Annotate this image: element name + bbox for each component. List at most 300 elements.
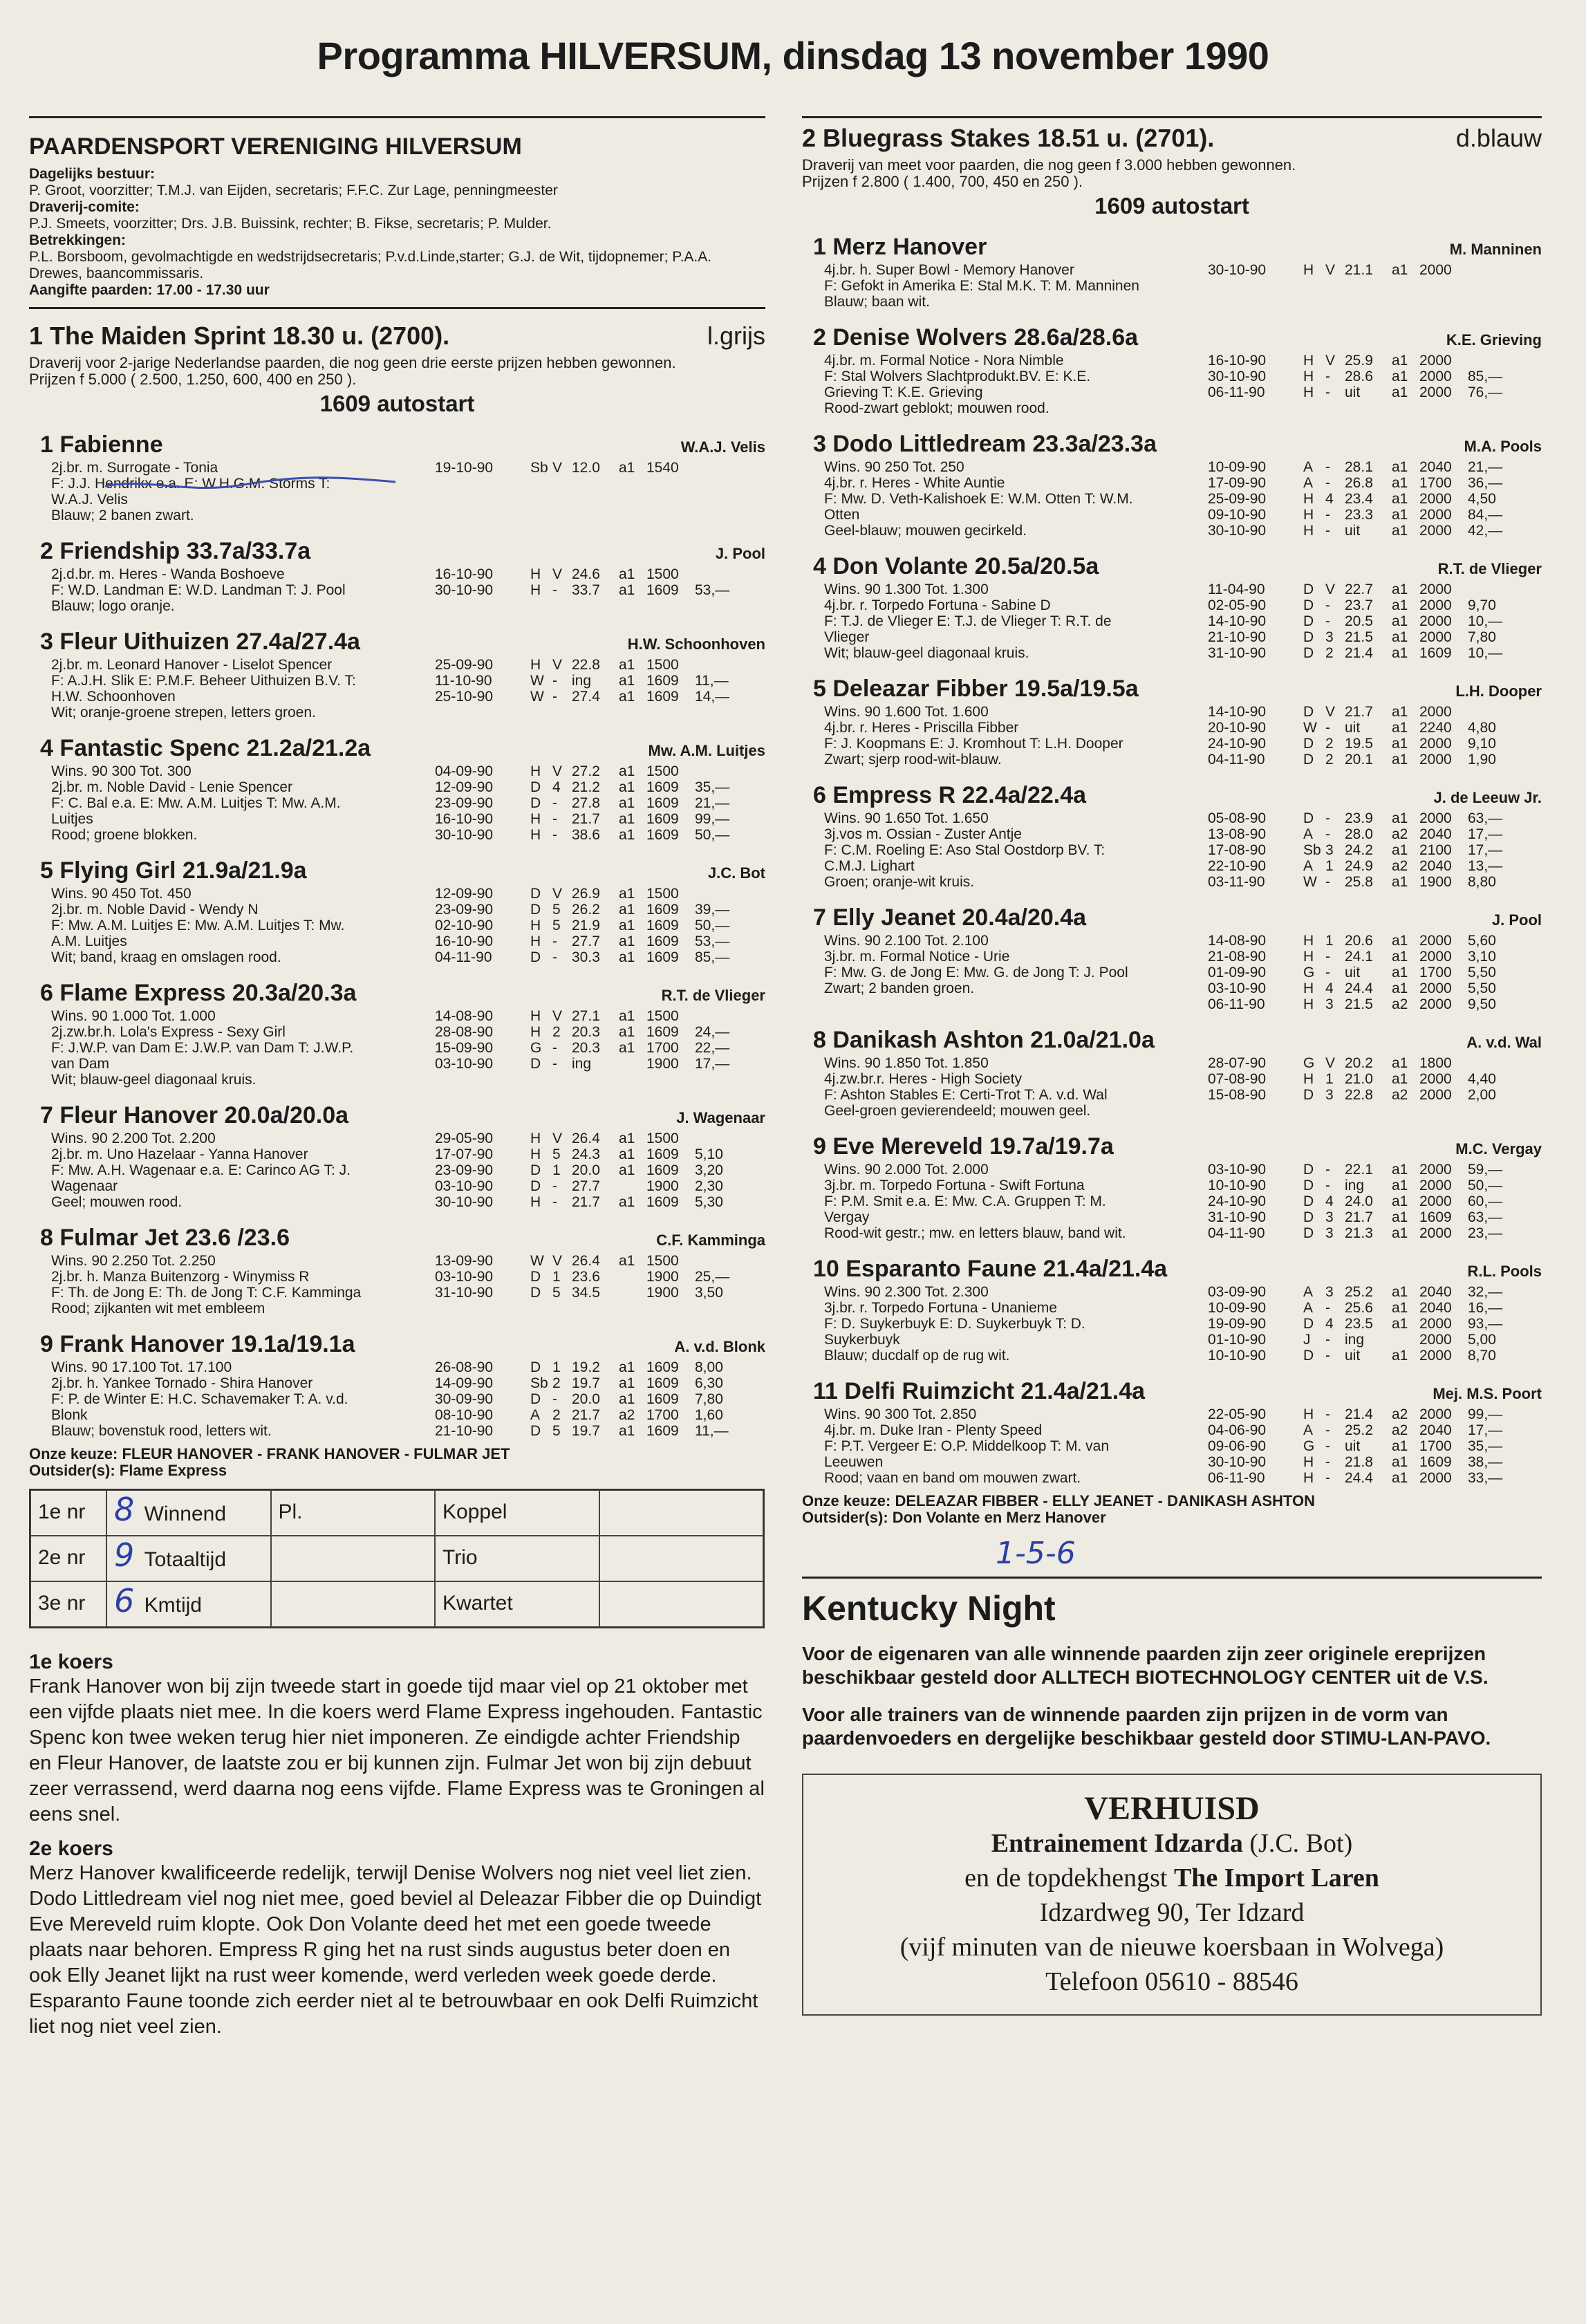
result-cell: V (552, 763, 563, 779)
horse-info-line: Wins. 90 2.000 Tot. 2.000 (824, 1162, 989, 1178)
horse-results (435, 566, 765, 614)
result-cell: 25.9 (1345, 353, 1373, 369)
result-row (1208, 369, 1542, 384)
result-cell: a1 (1392, 736, 1408, 752)
result-cell: 2040 (1419, 1422, 1452, 1438)
result-cell: 20.3 (572, 1040, 600, 1056)
horse-info-line: 3j.br. m. Torpedo Fortuna - Swift Fortuna (824, 1178, 1085, 1193)
result-cell: D (1303, 1348, 1314, 1364)
horse-info-line: Vlieger (824, 629, 870, 645)
result-cell: A (1303, 826, 1314, 842)
result-cell: 16-10-90 (435, 811, 494, 827)
kentucky-paragraph-2: Voor alle trainers van de winnende paarden zijn prijzen in de vorm van paardenvoeders en dergelijke beschikbaar gesteld door STIMU-LAN-PAVO. (802, 1704, 1491, 1749)
horse-info-line: F: T.J. de Vlieger E: T.J. de Vlieger T: R.T. de (824, 613, 1112, 629)
horse-driver: M.C. Vergay (1455, 1140, 1542, 1158)
race-header (802, 124, 1542, 153)
horse-body (802, 810, 1542, 890)
horse-info-line: F: Mw. D. Veth-Kalishoek E: W.M. Otten T: W.M. (824, 491, 1133, 507)
result-cell: 1900 (646, 1269, 679, 1285)
result-row (1208, 1162, 1542, 1178)
dagelijks-label: Dagelijks bestuur: (29, 166, 156, 182)
result-cell: D (530, 902, 541, 918)
result-cell: 3,50 (695, 1285, 723, 1301)
result-cell: 30-10-90 (1208, 1454, 1267, 1470)
result-nr: 1e nr (30, 1490, 106, 1536)
horse-info (824, 1406, 1208, 1486)
horse-info-line: 2j.br. m. Uno Hazelaar - Yanna Hanover (51, 1146, 308, 1162)
result-cell: 7,80 (1468, 629, 1496, 645)
result-cell: - (1325, 1348, 1330, 1364)
result-row (435, 1253, 765, 1269)
result-cell: 09-10-90 (1208, 507, 1267, 523)
result-row (1208, 1438, 1542, 1454)
horse-info (824, 704, 1208, 768)
horse-header (802, 234, 1542, 262)
result-cell: 50,— (695, 918, 730, 933)
result-cell: 2000 (1419, 384, 1452, 400)
result-cell[interactable] (106, 1490, 271, 1536)
result-cell: 03-11-90 (1208, 874, 1265, 890)
result-cell: 20.5 (1345, 613, 1373, 629)
horse-name: 5 Deleazar Fibber 19.5a/19.5a (813, 676, 1139, 702)
horse-results (435, 886, 765, 965)
result-cell: D (530, 1285, 541, 1301)
result-cell: 22.8 (1345, 1087, 1373, 1103)
result-cell: 1609 (1419, 1209, 1452, 1225)
result-cell: a1 (619, 949, 635, 965)
result-cell: 99,— (1468, 1406, 1503, 1422)
horse-info-line: Vergay (824, 1209, 870, 1225)
result-cell[interactable]: Pl. (271, 1490, 436, 1536)
horse-driver: A. v.d. Blonk (674, 1338, 765, 1355)
horse-entry (29, 629, 765, 721)
result-cell: 19-09-90 (1208, 1316, 1267, 1332)
result-cell: 25.2 (1345, 1422, 1373, 1438)
result-row (435, 1285, 765, 1301)
result-row (435, 1391, 765, 1407)
horse-header (802, 1256, 1542, 1284)
horse-info-line: 4j.br. m. Duke Iran - Plenty Speed (824, 1422, 1043, 1438)
horse-driver: J.C. Bot (707, 864, 765, 882)
horse-info-line: Blauw; 2 banen zwart. (51, 508, 194, 523)
result-cell: 2000 (1419, 597, 1452, 613)
result-row (435, 1056, 765, 1072)
result-cell: H (1303, 353, 1314, 369)
result-cell (1392, 1332, 1419, 1348)
result-row (1208, 597, 1542, 613)
result-cell: 10,— (1468, 645, 1503, 661)
horse-name: 9 Frank Hanover 19.1a/19.1a (40, 1331, 355, 1357)
result-row (1208, 1470, 1542, 1486)
result-cell: V (552, 1131, 563, 1146)
horse-body (802, 1055, 1542, 1119)
result-cell (1468, 353, 1509, 369)
horse-results (1208, 1406, 1542, 1486)
result-row (1208, 475, 1542, 491)
aangifte-text: Aangifte paarden: 17.00 - 17.30 uur (29, 282, 270, 298)
result-cell: V (552, 566, 563, 582)
horse-driver: W.A.J. Velis (680, 438, 765, 456)
result-cell: 14-10-90 (1208, 704, 1267, 720)
horse-name: 3 Fleur Uithuizen 27.4a/27.4a (40, 629, 360, 655)
result-cell: 5,00 (1468, 1332, 1496, 1348)
result-cell: 2000 (1419, 582, 1452, 597)
horse-info-line: F: D. Suykerbuyk E: D. Suykerbuyk T: D. (824, 1316, 1085, 1332)
result-cell: - (1325, 384, 1330, 400)
result-cell: 12-09-90 (435, 779, 494, 795)
divider (29, 307, 765, 309)
result-cell[interactable] (599, 1536, 764, 1581)
horse-entry (802, 783, 1542, 890)
result-cell: V (552, 886, 563, 902)
result-cell: 16,— (1468, 1300, 1503, 1316)
result-cell: D (530, 1178, 541, 1194)
result-cell: a2 (1392, 996, 1408, 1012)
result-cell: a2 (1392, 1406, 1408, 1422)
result-cell: 1609 (646, 1194, 679, 1210)
result-cell: H (530, 657, 541, 673)
result-cell: - (552, 933, 557, 949)
result-cell: 17,— (1468, 842, 1503, 858)
result-cell: 04-11-90 (1208, 1225, 1265, 1241)
result-cell: - (1325, 1422, 1330, 1438)
horse-body (29, 1359, 765, 1439)
result-cell: a2 (1392, 858, 1408, 874)
result-cell: 3,10 (1468, 949, 1496, 965)
horse-info-line: W.A.J. Velis (51, 492, 128, 508)
result-cell: a1 (619, 827, 635, 843)
horse-driver: C.F. Kamminga (656, 1231, 765, 1249)
result-cell[interactable] (599, 1581, 764, 1627)
horse-results (1208, 704, 1542, 768)
result-cell: uit (1345, 523, 1361, 539)
result-cell: - (1325, 1162, 1330, 1178)
result-cell: 1609 (646, 933, 679, 949)
horse-info (824, 582, 1208, 661)
result-cell: W (1303, 874, 1317, 890)
result-cell: 2 (1325, 736, 1334, 752)
result-cell: 5,50 (1468, 980, 1496, 996)
result-cell: H (1303, 507, 1314, 523)
result-cell: 53,— (695, 933, 730, 949)
result-cell: 3 (1325, 629, 1334, 645)
race-conditions: Draverij voor 2-jarige Nederlandse paarden, die nog geen drie eerste prijzen hebben gewonnen. (29, 354, 676, 371)
result-row (1208, 1193, 1542, 1209)
result-cell: 2000 (1419, 1071, 1452, 1087)
result-cell: H (1303, 980, 1314, 996)
horse-entry (802, 325, 1542, 416)
result-cell: 21.3 (1345, 1225, 1373, 1241)
result-cell: 2 (552, 1024, 561, 1040)
result-cell[interactable]: Koppel (435, 1490, 599, 1536)
horse-info-line: F: Ashton Stables E: Certi-Trot T: A. v.d. Wal (824, 1087, 1108, 1103)
result-cell: 02-05-90 (1208, 597, 1267, 613)
result-cell: a1 (1392, 353, 1408, 369)
result-row (1208, 842, 1542, 858)
result-cell: 13,— (1468, 858, 1503, 874)
horse-info-line: Wins. 90 2.250 Tot. 2.250 (51, 1253, 216, 1269)
result-cell[interactable] (271, 1536, 436, 1581)
result-cell: 59,— (1468, 1162, 1503, 1178)
horse-results (435, 657, 765, 721)
result-cell: a1 (1392, 810, 1408, 826)
horse-entry (802, 1256, 1542, 1364)
result-cell: 03-10-90 (435, 1178, 494, 1194)
horse-results (435, 1253, 765, 1317)
result-cell: 28.0 (1345, 826, 1373, 842)
horse-body (802, 704, 1542, 768)
result-cell (695, 566, 736, 582)
result-cell: 22-05-90 (1208, 1406, 1267, 1422)
outsider-text: Outsider(s): Flame Express (29, 1462, 227, 1479)
result-cell: 30-10-90 (435, 827, 494, 843)
result-cell[interactable] (106, 1581, 271, 1627)
result-cell: 2040 (1419, 858, 1452, 874)
result-cell: H (530, 1131, 541, 1146)
result-cell: V (1325, 582, 1336, 597)
result-cell: uit (1345, 1438, 1361, 1454)
result-cell: a1 (1392, 1348, 1408, 1364)
horse-header (29, 858, 765, 886)
result-cell: - (1325, 874, 1330, 890)
result-cell: 63,— (1468, 810, 1503, 826)
result-cell: a1 (1392, 613, 1408, 629)
horse-entry (802, 431, 1542, 539)
result-cell (619, 1056, 646, 1072)
horse-results (435, 1131, 765, 1210)
result-row (1208, 1284, 1542, 1300)
result-cell: 20.0 (572, 1162, 600, 1178)
horse-info (824, 262, 1208, 310)
result-cell: 2000 (1419, 1316, 1452, 1332)
result-cell: G (1303, 1055, 1315, 1071)
result-cell: 1500 (646, 657, 679, 673)
result-cell: 20.1 (1345, 752, 1373, 768)
result-row (1208, 1332, 1542, 1348)
result-cell: 1609 (1419, 1454, 1452, 1470)
horse-info-line: Wit; band, kraag en omslagen rood. (51, 949, 281, 965)
result-cell: 5 (552, 918, 561, 933)
horse-info-line: F: P.T. Vergeer E: O.P. Middelkoop T: M. van (824, 1438, 1110, 1454)
horse-body (802, 459, 1542, 539)
result-cell: 11-10-90 (435, 673, 492, 689)
result-row (435, 763, 765, 779)
horse-body (802, 353, 1542, 416)
result-cell: 2000 (1419, 491, 1452, 507)
result-cell: V (1325, 704, 1336, 720)
koers2-title: 2e koers (29, 1837, 113, 1860)
horse-info-line: 4j.br. r. Heres - White Auntie (824, 475, 1005, 491)
result-row (435, 779, 765, 795)
horse-driver: R.T. de Vlieger (1437, 560, 1542, 577)
result-cell: 25.2 (1345, 1284, 1373, 1300)
result-cell: 1700 (1419, 965, 1452, 980)
result-cell: 53,— (695, 582, 730, 598)
result-cell: 5 (552, 902, 561, 918)
result-cell: uit (1345, 384, 1361, 400)
horse-info-line: F: C. Bal e.a. E: Mw. A.M. Luitjes T: Mw. A.M. (51, 795, 341, 811)
horse-driver: J. de Leeuw Jr. (1433, 789, 1542, 806)
result-row (1208, 858, 1542, 874)
horse-info-line: Rood-zwart geblokt; mouwen rood. (824, 400, 1049, 416)
horse-entry (29, 1332, 765, 1439)
result-cell: a1 (1392, 874, 1408, 890)
result-cell[interactable] (106, 1536, 271, 1581)
result-cell: 2040 (1419, 459, 1452, 475)
horse-body (29, 886, 765, 965)
horse-info-line: Wins. 90 1.850 Tot. 1.850 (824, 1055, 989, 1071)
result-cell: 5,50 (1468, 965, 1496, 980)
horse-results (435, 1008, 765, 1088)
horse-info-line: Luitjes (51, 811, 93, 827)
result-cell: - (552, 949, 557, 965)
result-cell: 2000 (1419, 1178, 1452, 1193)
result-cell: 22.7 (1345, 582, 1373, 597)
horse-info-line: Wins. 90 250 Tot. 250 (824, 459, 964, 475)
result-row (1208, 491, 1542, 507)
horse-results (1208, 262, 1542, 310)
horse-info (824, 1162, 1208, 1241)
ad-text: en de topdekhengst (964, 1863, 1168, 1893)
horse-info-line: Zwart; 2 banden groen. (824, 980, 975, 996)
result-cell: a1 (619, 779, 635, 795)
result-cell: 13-08-90 (1208, 826, 1267, 842)
horse-info-line: F: P. de Winter E: H.C. Schavemaker T: A. v.d. (51, 1391, 348, 1407)
horse-info-line: Groen; oranje-wit kruis. (824, 874, 975, 890)
horse-info (51, 1008, 435, 1088)
race-keuze (802, 1493, 1542, 1526)
horse-entry (29, 432, 765, 523)
horse-driver: M. Manninen (1449, 241, 1542, 258)
result-cell: - (1325, 1178, 1330, 1193)
horse-info-line: Wins. 90 1.600 Tot. 1.600 (824, 704, 989, 720)
result-cell: 26-08-90 (435, 1359, 494, 1375)
result-cell: 21,— (695, 795, 730, 811)
result-row (1208, 629, 1542, 645)
horse-name: 2 Denise Wolvers 28.6a/28.6a (813, 324, 1139, 351)
result-cell: 1900 (646, 1056, 679, 1072)
horse-info-line: van Dam (51, 1056, 110, 1072)
result-cell: - (552, 673, 557, 689)
horse-name: 7 Fleur Hanover 20.0a/20.0a (40, 1102, 349, 1128)
result-cell: 2000 (1419, 996, 1452, 1012)
ad-address: Idzardweg 90, Ter Idzard (1039, 1898, 1305, 1927)
result-cell: a1 (619, 1040, 635, 1056)
horse-info (824, 459, 1208, 539)
result-cell: 1500 (646, 1131, 679, 1146)
result-cell: 1500 (646, 1008, 679, 1024)
result-cell: 20.0 (572, 1391, 600, 1407)
result-cell: Sb (530, 1375, 548, 1391)
result-cell: 34.5 (572, 1285, 600, 1301)
result-cell: 1609 (646, 1024, 679, 1040)
result-cell: a1 (1392, 1225, 1408, 1241)
horse-results (1208, 582, 1542, 661)
divider (802, 1577, 1542, 1579)
result-cell: 5 (552, 1423, 561, 1439)
result-row (1208, 1225, 1542, 1241)
result-cell: a1 (1392, 1284, 1408, 1300)
result-cell: 1609 (646, 902, 679, 918)
result-cell: 04-11-90 (1208, 752, 1265, 768)
result-cell: a1 (1392, 459, 1408, 475)
result-cell: H (1303, 996, 1314, 1012)
result-cell: 4,80 (1468, 720, 1496, 736)
result-cell: 30-09-90 (435, 1391, 494, 1407)
horse-name: 4 Don Volante 20.5a/20.5a (813, 553, 1099, 579)
result-cell: 23-09-90 (435, 1162, 494, 1178)
result-cell: 1500 (646, 1253, 679, 1269)
horse-info (51, 1359, 435, 1439)
horse-header (802, 783, 1542, 810)
result-cell: 24.4 (1345, 980, 1373, 996)
result-cell: a1 (1392, 369, 1408, 384)
result-cell: H (1303, 1071, 1314, 1087)
horse-entry (29, 858, 765, 965)
result-cell: 1 (1325, 858, 1334, 874)
result-cell: 1700 (1419, 475, 1452, 491)
result-row (1208, 826, 1542, 842)
horse-info-line: 2j.br. m. Noble David - Lenie Spencer (51, 779, 293, 795)
result-cell[interactable] (599, 1490, 764, 1536)
result-cell: 25.8 (1345, 874, 1373, 890)
horse-header (29, 980, 765, 1008)
result-cell: H (530, 582, 541, 598)
result-cell: - (1325, 965, 1330, 980)
result-cell: 2000 (1419, 613, 1452, 629)
horse-results (1208, 1055, 1542, 1119)
result-cell: 21.5 (1345, 629, 1373, 645)
result-cell (619, 1269, 646, 1285)
result-row (435, 689, 765, 705)
result-cell: a1 (619, 689, 635, 705)
horse-info-line: Wit; blauw-geel diagonaal kruis. (824, 645, 1029, 661)
result-cell: a1 (619, 1024, 635, 1040)
result-nr: 3e nr (30, 1581, 106, 1627)
result-cell[interactable]: Kwartet (435, 1581, 599, 1627)
result-cell: D (1303, 704, 1314, 720)
divider (29, 116, 765, 118)
result-cell (695, 657, 736, 673)
draverij-text: P.J. Smeets, voorzitter; Drs. J.B. Buissink, rechter; B. Fikse, secretaris; P. Mulder. (29, 216, 552, 232)
result-cell: 38.6 (572, 827, 600, 843)
result-cell[interactable]: Trio (435, 1536, 599, 1581)
right-column (802, 116, 1542, 2016)
horse-header (802, 431, 1542, 459)
result-cell[interactable] (271, 1581, 436, 1627)
result-cell: a1 (1392, 1454, 1408, 1470)
result-cell: D (530, 1056, 541, 1072)
result-cell: 1 (552, 1162, 561, 1178)
result-cell: 2000 (1419, 353, 1452, 369)
result-cell (695, 460, 736, 476)
horse-info-line: F: J. Koopmans E: J. Kromhout T: L.H. Dooper (824, 736, 1123, 752)
race-description (29, 355, 765, 388)
result-cell: 2000 (1419, 1406, 1452, 1422)
result-cell: a1 (1392, 1209, 1408, 1225)
result-cell: a1 (1392, 597, 1408, 613)
result-cell: G (530, 1040, 542, 1056)
result-cell: 24-10-90 (1208, 1193, 1267, 1209)
result-cell: 24-10-90 (1208, 736, 1267, 752)
result-cell: 25-09-90 (435, 657, 494, 673)
result-cell: 21.7 (1345, 1209, 1373, 1225)
result-nr: 2e nr (30, 1536, 106, 1581)
result-row (1208, 1454, 1542, 1470)
result-cell: 21-10-90 (1208, 629, 1267, 645)
result-cell: 19.5 (1345, 736, 1373, 752)
result-cell: D (530, 949, 541, 965)
